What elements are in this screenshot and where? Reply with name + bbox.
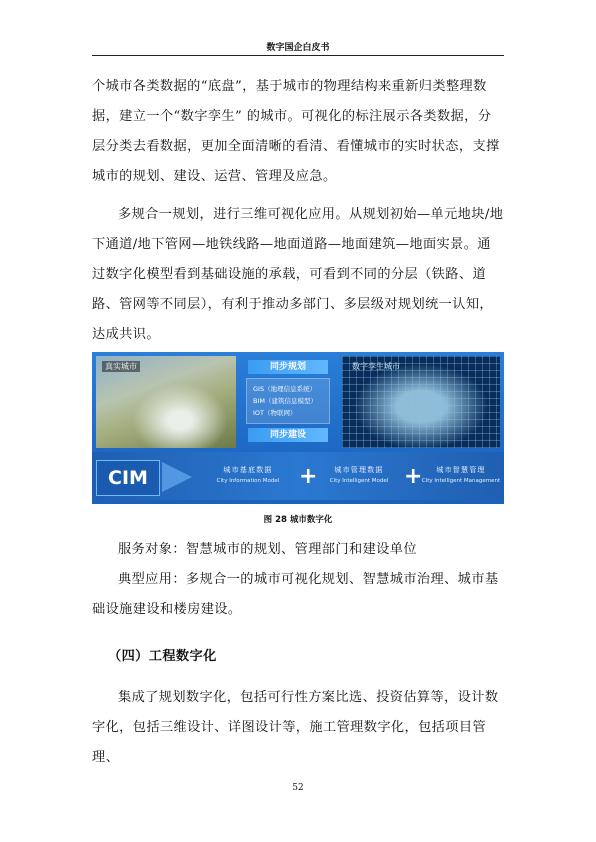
module-en: City Intelligent Model	[329, 478, 389, 484]
module-cn: 城市管理数据	[334, 466, 384, 474]
tech-item-gis: GIS（地理信息系统）	[253, 385, 317, 393]
sync-planning-title: 同步规划	[248, 360, 328, 374]
real-city-label: 真实城市	[102, 361, 140, 372]
module-city-smart-management	[420, 464, 502, 490]
sync-construction-title: 同步建设	[248, 428, 328, 442]
header-divider	[92, 55, 504, 56]
sync-panel	[240, 360, 336, 446]
plus-icon: +	[404, 464, 423, 489]
module-city-management-data	[316, 464, 402, 490]
module-cn: 城市智慧管理	[436, 466, 486, 474]
paragraph-multi-planning: 多规合一规划，进行三维可视化应用。从规划初始—单元地块/地下通道/地下管网—地铁线路—地面道路—地面建筑—地面实景。通过数字化模型看到基础设施的承载，可看到不同的分层（铁路、道路、管网等不同层），有利于推动多部门、多层级对规划统一认知，达成共识。	[92, 207, 504, 342]
plus-icon: +	[299, 464, 318, 489]
real-city-photo	[96, 356, 236, 448]
cim-band	[92, 452, 504, 500]
digital-twin-image	[342, 356, 500, 448]
tech-item-bim: BIM（建筑信息模型）	[253, 397, 317, 405]
paragraph-city-data: 个城市各类数据的“底盘”，基于城市的物理结构来重新归类整理数据，建立一个“数字孪生” 的城市。可视化的标注展示各类数据，分层分类去看数据，更加全面清晰的看清、看懂城市的实时状态，支撑城市的规划、建设、运营、管理及应急。	[92, 79, 500, 184]
module-en: City Information Model	[216, 478, 280, 484]
section-heading: （四）工程数字化	[108, 649, 217, 664]
cim-logo: CIM	[96, 460, 160, 496]
page-number: 52	[292, 783, 304, 793]
arrow-right-icon	[162, 462, 192, 492]
paragraph-typical-application: 典型应用：多规合一的城市可视化规划、智慧城市治理、城市基础设施建设和楼房建设。	[92, 572, 499, 617]
page-header-title: 数字国企白皮书	[266, 43, 330, 53]
digital-twin-label: 数字孪生城市	[352, 362, 400, 371]
figure-city-digitalization	[92, 352, 504, 504]
paragraph-service-target: 服务对象：智慧城市的规划、管理部门和建设单位	[118, 542, 417, 557]
tech-item-iot: IOT（物联网）	[253, 409, 297, 417]
figure-caption: 图 28 城市数字化	[263, 515, 333, 525]
tech-list	[246, 378, 330, 424]
paragraph-engineering-digitalization: 集成了规划数字化，包括可行性方案比选、投资估算等，设计数字化，包括三维设计、详图设计等，施工管理数字化，包括项目管理、	[92, 690, 499, 765]
module-en: City Intelligent Management	[421, 478, 501, 484]
module-cn: 城市基底数据	[223, 466, 273, 474]
module-city-base-data	[200, 464, 296, 490]
